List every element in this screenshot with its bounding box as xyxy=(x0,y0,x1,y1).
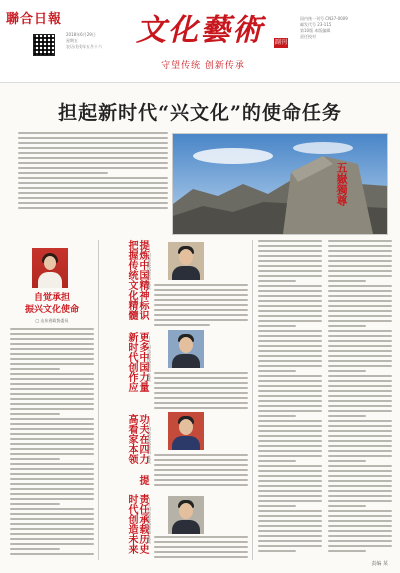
text-line xyxy=(18,187,168,189)
text-line xyxy=(10,448,94,450)
text-line xyxy=(328,450,392,452)
text-line xyxy=(328,530,392,532)
text-line xyxy=(328,300,392,302)
text-line xyxy=(154,474,248,476)
text-line xyxy=(328,250,392,252)
text-line xyxy=(258,295,322,297)
text-line xyxy=(154,299,248,301)
text-line xyxy=(258,475,322,477)
text-line xyxy=(328,430,392,432)
text-line xyxy=(328,445,392,447)
interview-text-4 xyxy=(154,536,248,560)
text-line xyxy=(258,445,322,447)
text-line xyxy=(10,513,94,515)
interviewee-portrait-3 xyxy=(168,412,204,450)
text-line xyxy=(258,435,322,437)
text-line xyxy=(258,390,322,392)
text-line xyxy=(328,240,392,242)
text-line xyxy=(10,428,94,430)
text-line xyxy=(258,550,296,552)
page-footer: 责编 某 xyxy=(371,561,388,567)
text-line xyxy=(258,385,322,387)
text-line xyxy=(10,328,94,330)
column-divider xyxy=(98,240,99,560)
intro-paragraph xyxy=(18,132,168,214)
interview-title-1: 提炼中国精神标识 把握传统文化精髓 xyxy=(126,240,148,320)
text-line xyxy=(258,365,322,367)
text-line xyxy=(10,423,94,425)
text-line xyxy=(154,402,248,404)
interview-subtitle-2: ——山东省政协委员 某某 xyxy=(147,336,152,382)
text-line xyxy=(18,182,168,184)
text-line xyxy=(258,505,296,507)
text-line xyxy=(10,338,94,340)
text-line xyxy=(328,545,392,547)
text-line xyxy=(258,360,322,362)
text-line xyxy=(154,469,248,471)
text-line xyxy=(10,413,60,415)
section-title: 文化藝術 xyxy=(136,13,264,48)
text-line xyxy=(328,490,392,492)
text-line xyxy=(10,438,94,440)
text-line xyxy=(258,345,322,347)
author-portrait xyxy=(32,248,68,288)
text-line xyxy=(10,458,60,460)
text-line xyxy=(258,330,322,332)
text-line xyxy=(258,375,322,377)
text-line xyxy=(328,360,392,362)
text-line xyxy=(10,533,94,535)
text-line xyxy=(10,433,94,435)
text-line xyxy=(328,435,392,437)
text-line xyxy=(328,375,392,377)
text-line xyxy=(10,358,94,360)
publication-info: 国内统一刊号 CN37-0009 邮发代号 23-115 第10版 本版编辑 责任校对 xyxy=(300,16,348,39)
interview-subtitle-3: ——山东省政协委员 某某 xyxy=(147,418,152,464)
text-line xyxy=(154,372,248,374)
left-article-body xyxy=(10,328,94,560)
text-line xyxy=(328,465,392,467)
text-line xyxy=(10,493,94,495)
text-line xyxy=(18,142,168,144)
text-line xyxy=(18,147,168,149)
edition-badge: 副刊 xyxy=(274,39,287,46)
left-article-byline: □ 山东省政协委员 xyxy=(35,318,69,323)
text-line xyxy=(328,470,392,472)
text-line xyxy=(10,553,94,555)
text-line xyxy=(10,403,94,405)
text-line xyxy=(10,508,94,510)
text-line xyxy=(10,343,94,345)
text-line xyxy=(258,340,322,342)
text-line xyxy=(328,400,392,402)
text-line xyxy=(258,420,322,422)
text-line xyxy=(258,355,322,357)
text-line xyxy=(328,515,392,517)
text-line xyxy=(258,250,322,252)
text-line xyxy=(258,410,322,412)
text-line xyxy=(18,167,168,169)
text-line xyxy=(328,320,392,322)
text-line xyxy=(328,485,392,487)
text-line xyxy=(258,275,322,277)
text-line xyxy=(258,300,322,302)
interview-title-4: 责任承载历史 时代创造未来 xyxy=(126,494,148,554)
text-line xyxy=(154,484,248,486)
text-line xyxy=(258,455,322,457)
text-line xyxy=(154,546,248,548)
text-line xyxy=(18,157,168,159)
text-line xyxy=(18,162,168,164)
text-line xyxy=(10,498,94,500)
text-line xyxy=(154,319,248,321)
text-line xyxy=(328,255,392,257)
text-line xyxy=(328,365,392,367)
text-line xyxy=(258,240,322,242)
text-line xyxy=(258,425,322,427)
text-line xyxy=(18,152,168,154)
text-line xyxy=(154,454,248,456)
interviewee-portrait-1 xyxy=(168,242,204,280)
text-line xyxy=(258,285,322,287)
issue-date-info: 2018年6月29日 星期五 农历戊戌年五月十六 xyxy=(66,32,102,49)
text-line xyxy=(328,440,392,442)
text-line xyxy=(258,440,322,442)
text-line xyxy=(258,460,296,462)
column-divider xyxy=(252,240,253,560)
text-line xyxy=(154,536,248,538)
masthead xyxy=(0,0,400,83)
text-line xyxy=(258,545,322,547)
text-line xyxy=(258,270,322,272)
interviewee-portrait-2 xyxy=(168,330,204,368)
text-line xyxy=(258,490,322,492)
text-line xyxy=(328,460,366,462)
text-line xyxy=(10,443,94,445)
text-line xyxy=(10,468,94,470)
text-line xyxy=(18,207,168,209)
text-line xyxy=(10,538,94,540)
landscape-image xyxy=(173,134,387,234)
text-line xyxy=(258,325,296,327)
text-line xyxy=(10,333,94,335)
text-line xyxy=(10,408,94,410)
text-line xyxy=(258,485,322,487)
text-line xyxy=(154,377,248,379)
text-line xyxy=(258,405,322,407)
text-line xyxy=(154,464,248,466)
text-line xyxy=(328,345,392,347)
text-line xyxy=(328,315,392,317)
text-line xyxy=(10,348,94,350)
text-line xyxy=(328,535,392,537)
text-line xyxy=(328,415,366,417)
text-line xyxy=(258,400,322,402)
text-line xyxy=(328,290,392,292)
text-line xyxy=(258,500,322,502)
text-line xyxy=(10,548,60,550)
text-line xyxy=(258,530,322,532)
text-line xyxy=(258,470,322,472)
text-line xyxy=(328,520,392,522)
text-line xyxy=(328,420,392,422)
text-line xyxy=(154,392,248,394)
text-line xyxy=(258,320,322,322)
text-line xyxy=(258,265,322,267)
interviewee-portrait-4 xyxy=(168,496,204,534)
left-article-title-line: 自觉承担 xyxy=(33,293,70,303)
text-line xyxy=(328,390,392,392)
text-line xyxy=(154,459,248,461)
text-line xyxy=(258,535,322,537)
interview-title-3: 功夫在四力 提高看家本领 xyxy=(126,414,148,485)
text-line xyxy=(10,483,94,485)
text-line xyxy=(10,488,94,490)
interview-text-2 xyxy=(154,372,248,412)
text-line xyxy=(258,315,322,317)
text-line xyxy=(258,510,322,512)
text-line xyxy=(10,393,94,395)
interview-text-1 xyxy=(154,284,248,328)
text-line xyxy=(258,450,322,452)
text-line xyxy=(10,418,94,420)
text-line xyxy=(10,373,94,375)
text-line xyxy=(328,265,392,267)
text-line xyxy=(328,455,392,457)
text-line xyxy=(258,305,322,307)
text-line xyxy=(18,172,108,174)
text-line xyxy=(10,353,94,355)
text-line xyxy=(10,503,60,505)
left-article-title-line: 振兴文化使命 xyxy=(24,305,79,315)
text-line xyxy=(328,525,392,527)
text-line xyxy=(258,465,322,467)
text-line xyxy=(10,363,94,365)
text-line xyxy=(154,387,248,389)
right-column-text-2 xyxy=(328,240,392,558)
text-line xyxy=(10,528,94,530)
text-line xyxy=(10,378,94,380)
text-line xyxy=(10,398,94,400)
text-line xyxy=(154,309,248,311)
text-line xyxy=(10,523,94,525)
text-line xyxy=(328,510,392,512)
text-line xyxy=(18,202,168,204)
text-line xyxy=(328,295,392,297)
text-line xyxy=(258,280,296,282)
text-line xyxy=(258,290,322,292)
text-line xyxy=(10,543,94,545)
text-line xyxy=(328,270,392,272)
text-line xyxy=(10,383,94,385)
text-line xyxy=(328,540,392,542)
text-line xyxy=(328,260,392,262)
text-line xyxy=(18,132,168,134)
text-line xyxy=(258,430,322,432)
text-line xyxy=(328,280,366,282)
text-line xyxy=(10,463,94,465)
text-line xyxy=(18,192,168,194)
text-line xyxy=(328,425,392,427)
text-line xyxy=(154,294,248,296)
text-line xyxy=(10,388,94,390)
text-line xyxy=(154,397,248,399)
text-line xyxy=(258,350,322,352)
rock-inscription: 五嶽獨尊 xyxy=(335,162,348,206)
text-line xyxy=(258,525,322,527)
text-line xyxy=(10,478,94,480)
text-line xyxy=(328,385,392,387)
text-line xyxy=(10,473,94,475)
text-line xyxy=(328,350,392,352)
interview-title-2: 更多中国力量 新时代创作应 xyxy=(126,332,148,392)
text-line xyxy=(154,314,248,316)
text-line xyxy=(10,518,94,520)
text-line xyxy=(10,453,94,455)
left-article-title xyxy=(8,292,96,316)
text-line xyxy=(154,479,248,481)
text-line xyxy=(154,382,248,384)
text-line xyxy=(258,415,296,417)
text-line xyxy=(328,310,392,312)
text-line xyxy=(328,340,392,342)
text-line xyxy=(328,550,366,552)
text-line xyxy=(328,395,392,397)
qr-code-icon xyxy=(33,34,55,56)
text-line xyxy=(258,335,322,337)
text-line xyxy=(18,197,168,199)
text-line xyxy=(328,380,392,382)
text-line xyxy=(258,255,322,257)
text-line xyxy=(328,475,392,477)
newspaper-brand: 聯合日報 xyxy=(6,12,63,27)
text-line xyxy=(258,495,322,497)
text-line xyxy=(154,556,248,558)
text-line xyxy=(18,177,168,179)
text-line xyxy=(258,515,322,517)
right-column-text-1 xyxy=(258,240,322,558)
interview-text-3 xyxy=(154,454,248,490)
text-line xyxy=(258,480,322,482)
text-line xyxy=(258,540,322,542)
text-line xyxy=(328,335,392,337)
text-line xyxy=(328,325,366,327)
text-line xyxy=(328,405,392,407)
text-line xyxy=(328,370,366,372)
section-slogan: 守望传统 创新传承 xyxy=(161,61,245,71)
text-line xyxy=(154,407,248,409)
text-line xyxy=(328,480,392,482)
text-line xyxy=(154,541,248,543)
text-line xyxy=(154,551,248,553)
text-line xyxy=(328,305,392,307)
text-line xyxy=(328,495,392,497)
text-line xyxy=(328,505,366,507)
text-line xyxy=(328,500,392,502)
text-line xyxy=(258,245,322,247)
text-line xyxy=(328,330,392,332)
text-line xyxy=(18,137,168,139)
text-line xyxy=(258,520,322,522)
text-line xyxy=(154,304,248,306)
text-line xyxy=(258,380,322,382)
text-line xyxy=(154,324,210,326)
text-line xyxy=(258,395,322,397)
text-line xyxy=(154,289,248,291)
text-line xyxy=(258,260,322,262)
text-line xyxy=(154,284,248,286)
text-line xyxy=(328,245,392,247)
text-line xyxy=(328,285,392,287)
text-line xyxy=(328,275,392,277)
mount-tai-photo xyxy=(172,133,388,235)
page-headline: 担起新时代“兴文化”的使命任务 xyxy=(58,102,342,124)
text-line xyxy=(328,410,392,412)
text-line xyxy=(258,370,296,372)
text-line xyxy=(328,355,392,357)
text-line xyxy=(258,310,322,312)
interview-subtitle-4: ——山东省政协委员 某某 xyxy=(147,498,152,544)
interview-subtitle-1: ——山东省政协委员 某某 xyxy=(147,244,152,290)
text-line xyxy=(10,368,60,370)
